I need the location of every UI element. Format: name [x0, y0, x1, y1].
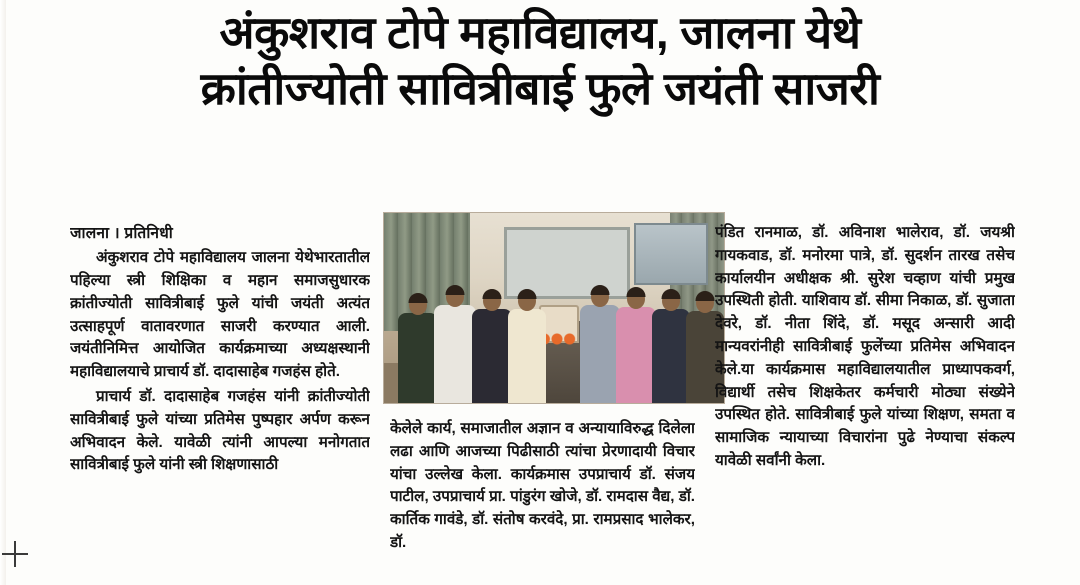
headline-block	[0, 8, 1080, 115]
column-right	[715, 222, 1015, 582]
paragraph: पंडित रानमाळ, डॉ. अविनाश भालेराव, डॉ. जयश्री गायकवाड, डॉ. मनोरमा पात्रे, डॉ. सुदर्शन तारख तसेच कार्यालयीन अधीक्षक श्री. सुरेश चव्हाण यांची प्रमुख उपस्थिती होती. याशिवाय डॉ. सीमा निकाळ, डॉ. सुजाता देवरे, डॉ. नीता शिंदे, डॉ. मसूद अन्सारी आदी मान्यवरांनीही सावित्रीबाई फुलेंच्या प्रतिमेस अभिवादन केले.या कार्यक्रमास महाविद्यालयातील प्राध्यापकवर्ग, विद्यार्थी तसेच शिक्षकेतर कर्मचारी मोठ्या संख्येने उपस्थित होते. सावित्रीबाई फुले यांच्या शिक्षण, समता व सामाजिक न्यायाच्या विचारांना पुढे नेण्याचा संकल्प यावेळी सर्वांनी केला.	[715, 224, 1015, 469]
paragraph: अंकुशराव टोपे महाविद्यालय जालना येथेभारतातील पहिल्या स्त्री शिक्षिका व महान समाजसुधारक क्रांतीज्योती सावित्रीबाई फुले यांची जयंती अत्यंत उत्साहपूर्ण वातावरणात साजरी करण्यात आली. जयंतीनिमित्त आयोजित कार्यक्रमाच्या अध्यक्षस्थानी महाविद्यालयाचे प्राचार्य डॉ. दादासाहेब गजहंस होते.	[70, 249, 370, 381]
article-columns	[70, 222, 1015, 582]
byline: जालना । प्रतिनिधी	[70, 225, 173, 242]
column-middle	[390, 222, 695, 582]
photo-spacer	[390, 222, 695, 418]
column-left	[70, 222, 370, 582]
crop-mark-icon	[2, 541, 28, 567]
headline-line-1: अंकुशराव टोपे महाविद्यालय, जालना येथे	[219, 7, 861, 58]
paragraph: प्राचार्य डॉ. दादासाहेब गजहंस यांनी क्रांतीज्योती सावित्रीबाई फुले यांच्या प्रतिमेस पुष्पहार अर्पण करून अभिवादन केले. यावेळी त्यांनी आपल्या मनोगतात सावित्रीबाई फुले यांनी स्त्री शिक्षणासाठी	[70, 388, 370, 474]
paragraph: केलेले कार्य, समाजातील अज्ञान व अन्यायाविरुद्ध दिलेला लढा आणि आजच्या पिढीसाठी त्यांचा प्रेरणादायी विचार यांचा उल्लेख केला. कार्यक्रमास उपप्राचार्य डॉ. संजय पाटील, उपप्राचार्य प्रा. पांडुरंग खोजे, डॉ. रामदास वैद्य, डॉ. कार्तिक गावंडे, डॉ. संतोष करवंदे, प्रा. रामप्रसाद भालेकर, डॉ.	[390, 420, 695, 551]
headline-line-2: क्रांतीज्योती सावित्रीबाई फुले जयंती साजरी	[200, 63, 880, 115]
